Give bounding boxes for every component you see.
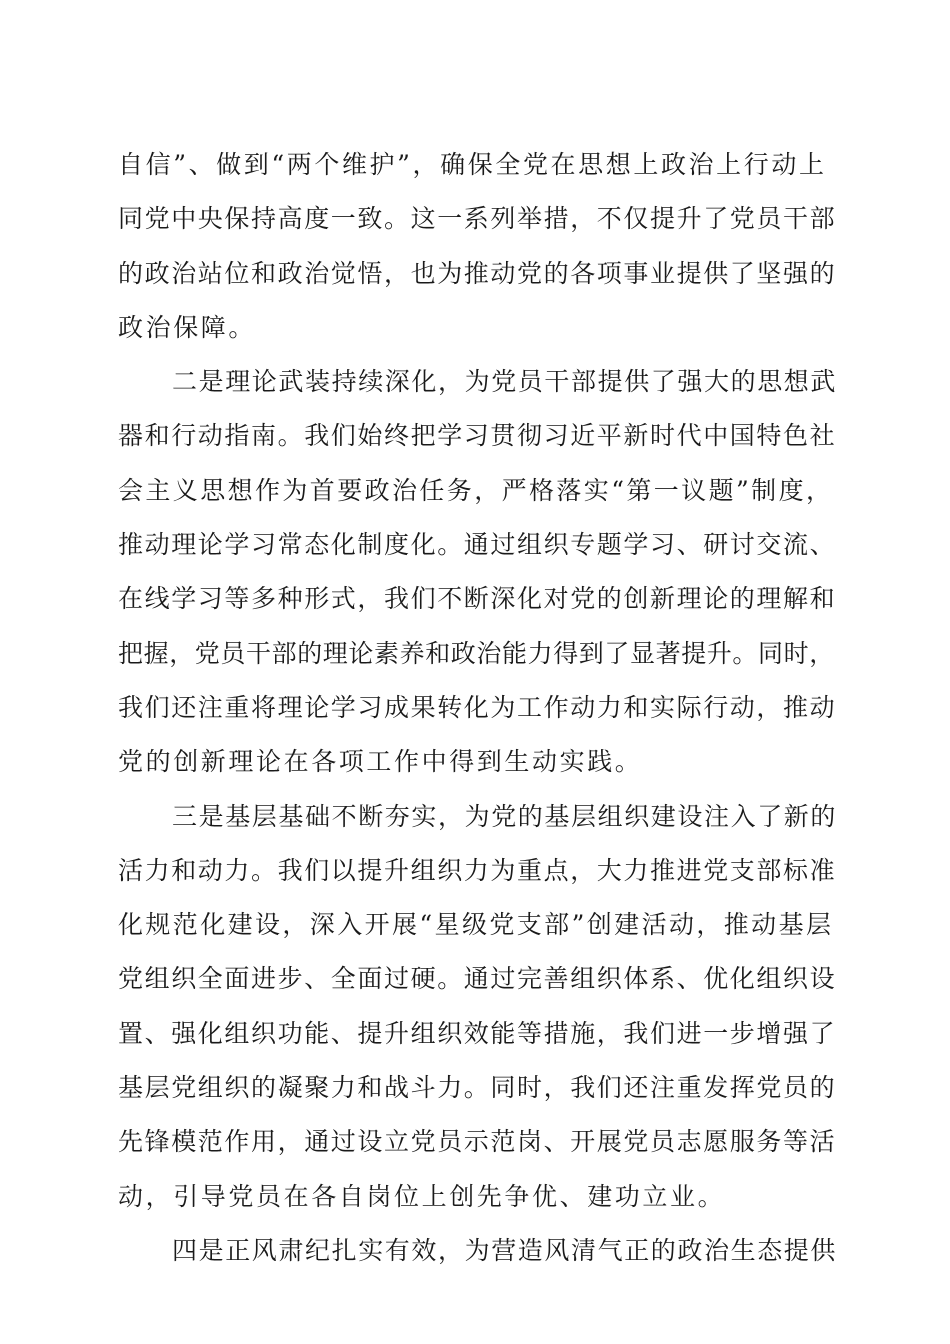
text-line: 动，引导党员在各自岗位上创先争优、建功立业。 — [118, 1181, 726, 1211]
text-line: 党的创新理论在各项工作中得到生动实践。 — [118, 747, 643, 777]
paragraph-start-line: 二是理论武装持续深化，为党员干部提供了强大的思想武 — [172, 367, 838, 397]
text-line: 化规范化建设，深入开展“星级党支部”创建活动，推动基层 — [118, 910, 834, 940]
text-line: 自信”、做到“两个维护”，确保全党在思想上政治上行动上 — [118, 150, 827, 179]
text-line: 推动理论学习常态化制度化。通过组织专题学习、研讨交流、 — [118, 530, 837, 560]
text-line: 会主义思想作为首要政治任务，严格落实“第一议题”制度， — [118, 475, 834, 505]
text-line: 活力和动力。我们以提升组织力为重点，大力推进党支部标准 — [118, 855, 837, 885]
text-line: 基层党组织的凝聚力和战斗力。同时，我们还注重发挥党员的 — [118, 1073, 837, 1103]
paragraph-start-line: 三是基层基础不断夯实，为党的基层组织建设注入了新的 — [172, 801, 838, 831]
text-line: 同党中央保持高度一致。这一系列举措，不仅提升了党员干部 — [118, 204, 837, 234]
body-text — [118, 138, 838, 1278]
text-line: 先锋模范作用，通过设立党员示范岗、开展党员志愿服务等活 — [118, 1127, 837, 1157]
text-line: 的政治站位和政治觉悟，也为推动党的各项事业提供了坚强的 — [118, 258, 837, 288]
text-line: 在线学习等多种形式，我们不断深化对党的创新理论的理解和 — [118, 584, 837, 614]
text-line: 把握，党员干部的理论素养和政治能力得到了显著提升。同时， — [118, 638, 835, 668]
text-line: 置、强化组织功能、提升组织效能等措施，我们进一步增强了 — [118, 1018, 837, 1048]
text-line: 器和行动指南。我们始终把学习贯彻习近平新时代中国特色社 — [118, 421, 837, 451]
text-line: 政治保障。 — [118, 312, 257, 342]
text-line: 我们还注重将理论学习成果转化为工作动力和实际行动，推动 — [118, 692, 837, 722]
paragraph-start-line: 四是正风肃纪扎实有效，为营造风清气正的政治生态提供 — [172, 1235, 838, 1265]
text-line: 党组织全面进步、全面过硬。通过完善组织体系、优化组织设 — [118, 964, 837, 994]
